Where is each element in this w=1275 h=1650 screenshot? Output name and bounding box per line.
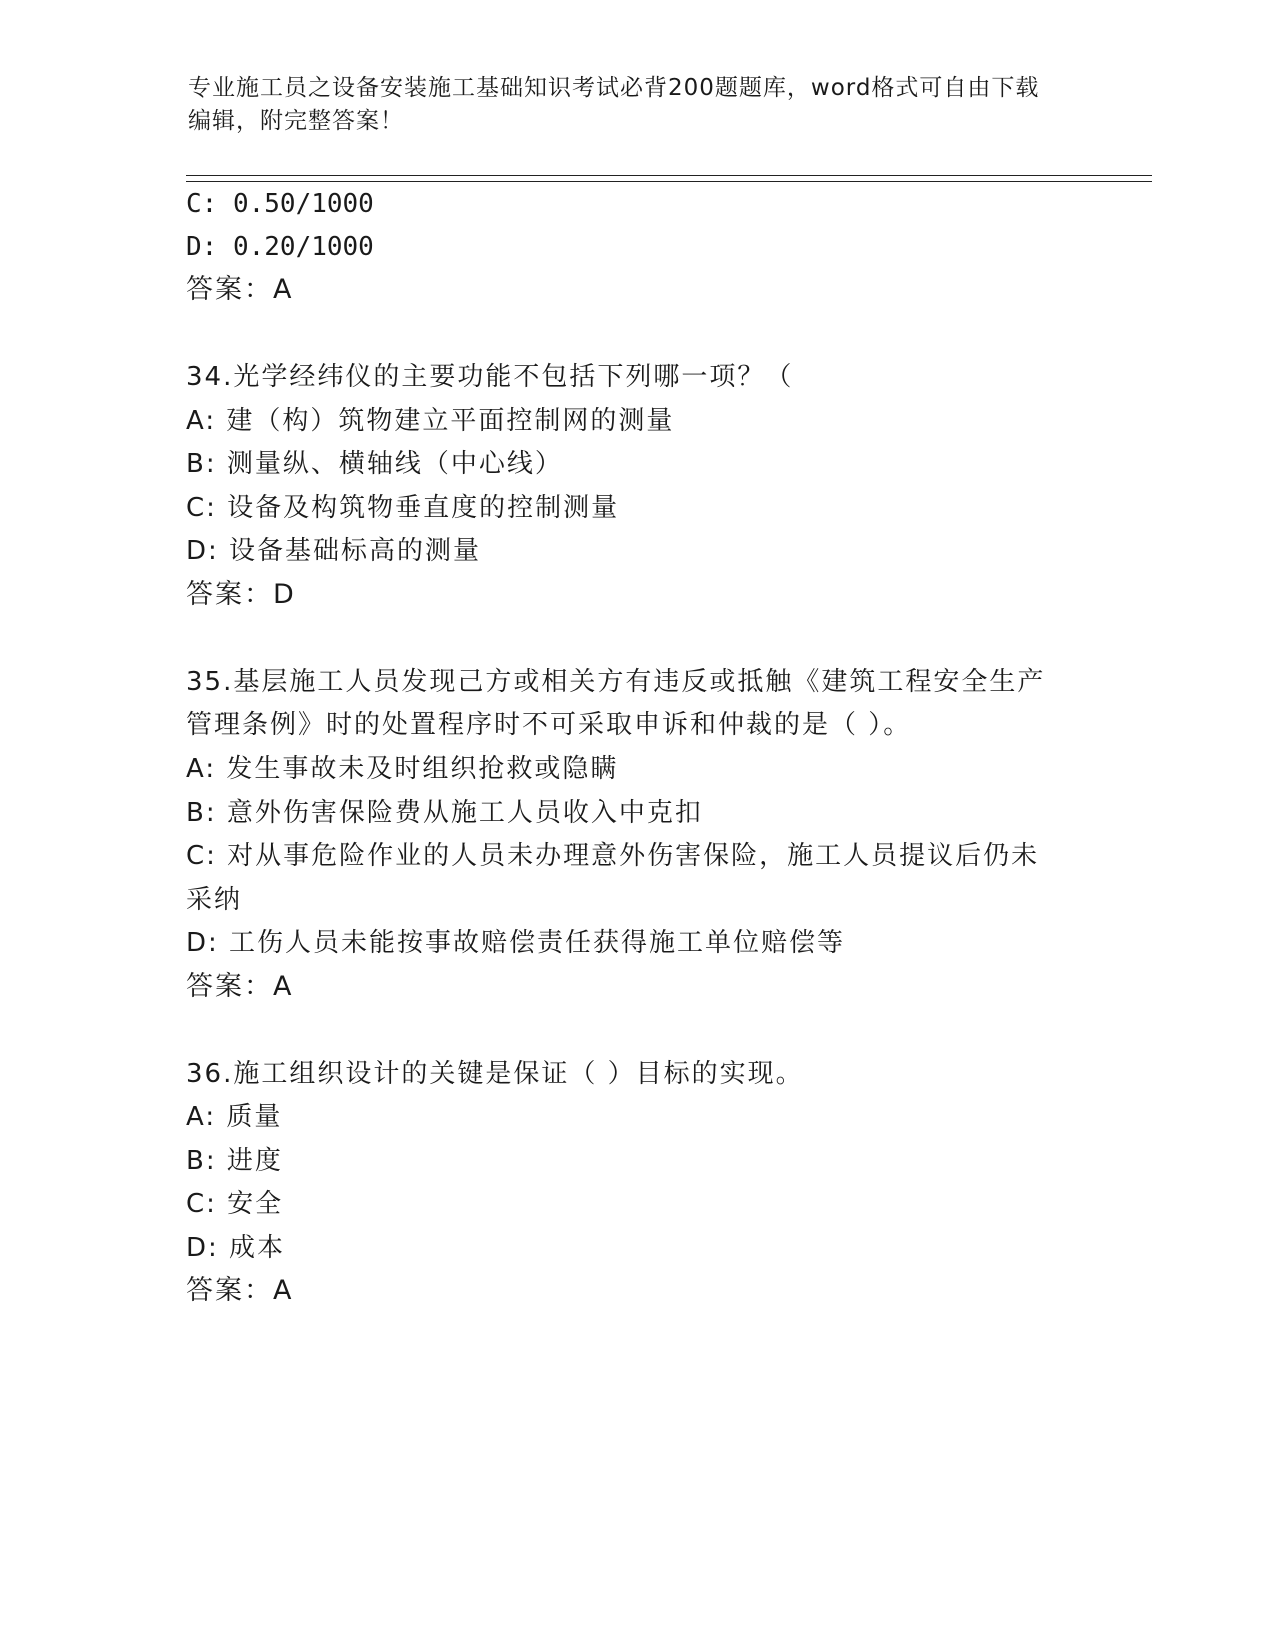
q33-option-c: C: 0.50/1000: [186, 189, 374, 219]
q34-question: 34.光学经纬仪的主要功能不包括下列哪一项？（: [186, 362, 794, 392]
q35-option-a: A: 发生事故未及时组织抢救或隐瞒: [186, 754, 619, 784]
q34-option-b: B: 测量纵、横轴线（中心线）: [186, 449, 563, 479]
header-title-line-1: 专业施工员之设备安装施工基础知识考试必背200题题库，word格式可自由下载: [188, 75, 1040, 101]
q33-answer: 答案：A: [186, 274, 294, 305]
q33-option-d: D: 0.20/1000: [186, 232, 374, 262]
q35-question-line-1: 35.基层施工人员发现己方或相关方有违反或抵触《建筑工程安全生产: [186, 667, 1046, 697]
document-header: [188, 72, 1088, 138]
q35-option-c-line-2: 采纳: [186, 885, 243, 915]
header-divider-thin: [186, 175, 1152, 176]
header-divider-thick: [186, 181, 1152, 182]
q35-question-line-2: 管理条例》时的处置程序时不可采取申诉和仲裁的是（ ）。: [186, 710, 912, 740]
header-title-line-2: 编辑，附完整答案！: [188, 108, 404, 134]
q35-option-b: B: 意外伤害保险费从施工人员收入中克扣: [186, 798, 703, 828]
q36-answer: 答案：A: [186, 1275, 294, 1306]
q35-option-d: D: 工伤人员未能按事故赔偿责任获得施工单位赔偿等: [186, 928, 846, 958]
q36-option-d: D: 成本: [186, 1233, 286, 1263]
q36-question: 36.施工组织设计的关键是保证（ ）目标的实现。: [186, 1059, 804, 1089]
q36-option-b: B: 进度: [186, 1146, 283, 1176]
q34-answer: 答案：D: [186, 579, 296, 610]
q34-option-c: C: 设备及构筑物垂直度的控制测量: [186, 493, 620, 523]
q36-option-a: A: 质量: [186, 1102, 283, 1132]
q34-option-d: D: 设备基础标高的测量: [186, 536, 482, 566]
q35-answer: 答案：A: [186, 971, 294, 1002]
q36-option-c: C: 安全: [186, 1189, 284, 1219]
q34-option-a: A: 建（构）筑物建立平面控制网的测量: [186, 406, 675, 436]
q35-option-c-line-1: C: 对从事危险作业的人员未办理意外伤害保险，施工人员提议后仍未: [186, 841, 1040, 871]
